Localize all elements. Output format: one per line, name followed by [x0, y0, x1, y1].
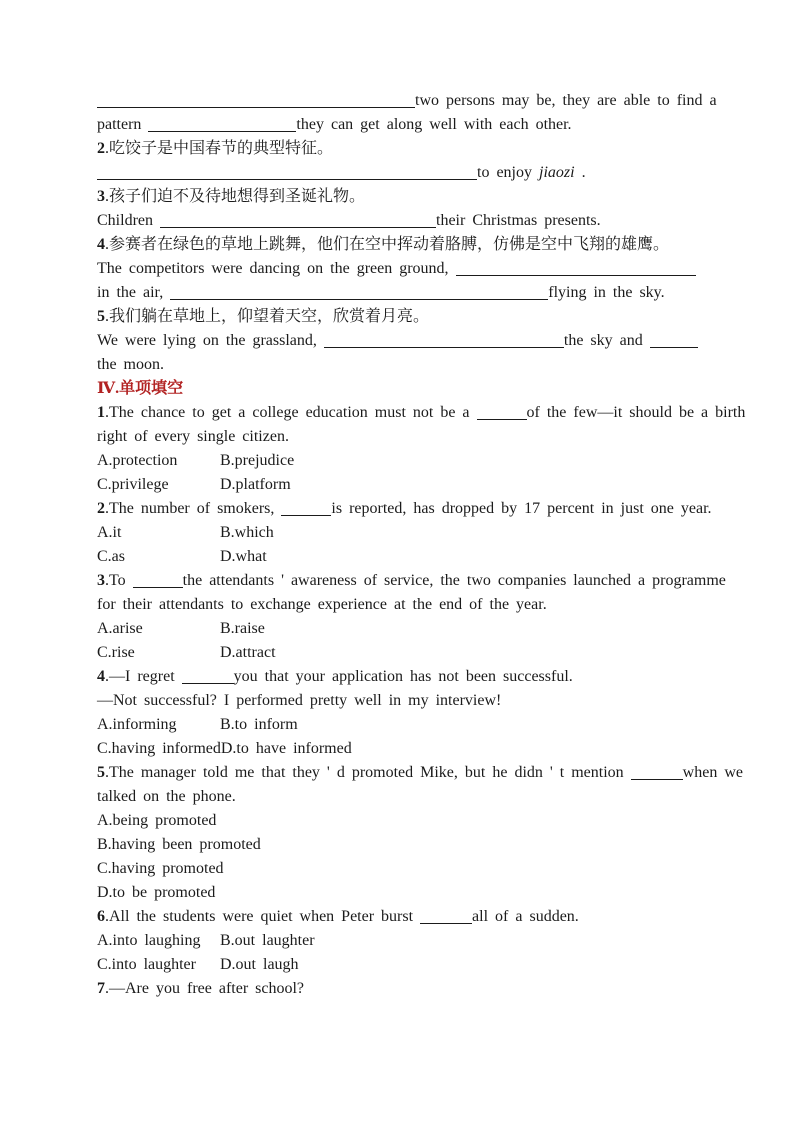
choice-option-a: A.arise [97, 620, 143, 637]
fill-in-blank[interactable] [148, 118, 296, 132]
doc-line-5 [97, 185, 697, 209]
item-number: 3 [97, 572, 105, 589]
text-run: .吃饺子是中国春节的典型特征。 [105, 140, 334, 157]
item-number: 6 [97, 908, 105, 925]
doc-line-18 [97, 497, 712, 521]
fill-in-blank[interactable] [324, 334, 564, 348]
text-run: .The chance to get a college education must not be a [105, 404, 477, 421]
text-run: pattern [97, 116, 149, 133]
doc-line-30 [97, 785, 697, 809]
fill-in-blank[interactable] [133, 574, 183, 588]
text-run: to enjoy [477, 164, 539, 181]
doc-line-28 [97, 737, 697, 761]
choice-option-a: A.it [97, 524, 122, 541]
text-run: of the few—it should be a birth [526, 404, 746, 421]
doc-line-26 [97, 689, 697, 713]
text-run: they can get along well with each other. [296, 116, 572, 133]
text-run: when we [682, 764, 743, 781]
doc-line-16 [97, 449, 697, 473]
choice-option-d: D.to have informed [220, 740, 352, 757]
choice-option-b: B.out laughter [220, 932, 315, 949]
doc-line-4 [97, 161, 697, 185]
text-run: .The manager told me that they ' d promoted Mike, but he didn ' t mention [105, 764, 631, 781]
choice-option-b: B.raise [220, 620, 265, 637]
text-run: you that your application has not been successful. [233, 668, 573, 685]
text-run: D.to be promoted [97, 884, 216, 901]
doc-line-10 [97, 305, 697, 329]
text-run: .孩子们迫不及待地想得到圣诞礼物。 [105, 188, 366, 205]
doc-line-21 [97, 569, 726, 593]
fill-in-blank[interactable] [160, 214, 436, 228]
fill-in-blank[interactable] [170, 286, 548, 300]
choice-option-c: C.rise [97, 644, 135, 661]
doc-line-12 [97, 353, 697, 377]
choice-option-b: B.to inform [220, 716, 298, 733]
fill-in-blank[interactable] [97, 166, 477, 180]
text-run: .参赛者在绿色的草地上跳舞，他们在空中挥动着胳膊，仿佛是空中飞翔的雄鹰。 [105, 236, 670, 253]
document-page [97, 89, 746, 1001]
item-number: 2 [97, 140, 105, 157]
choice-option-d: D.platform [220, 476, 291, 493]
doc-line-15 [97, 425, 697, 449]
choice-option-a: A.protection [97, 452, 178, 469]
doc-line-7 [97, 233, 697, 257]
item-number: 1 [97, 404, 105, 421]
text-run: A.being promoted [97, 812, 217, 829]
item-number: 2 [97, 500, 105, 517]
doc-line-9 [97, 281, 697, 305]
doc-line-27 [97, 713, 697, 737]
doc-line-35 [97, 905, 697, 929]
doc-line-32 [97, 833, 697, 857]
item-number: 5 [97, 308, 105, 325]
fill-in-blank[interactable] [650, 334, 698, 348]
text-run: Children [97, 212, 160, 229]
doc-line-19 [97, 521, 697, 545]
doc-line-3 [97, 137, 697, 161]
text-run: C.having promoted [97, 860, 224, 877]
italic-term: jiaozi [539, 164, 575, 181]
doc-line-11 [97, 329, 697, 353]
section-heading [97, 377, 697, 401]
text-run: Ⅳ.单项填空 [97, 380, 184, 397]
text-run: all of a sudden. [472, 908, 579, 925]
doc-line-6 [97, 209, 697, 233]
choice-option-c: C.as [97, 548, 125, 565]
text-run: right of every single citizen. [97, 428, 289, 445]
text-run: .—Are you free after school? [105, 980, 305, 997]
doc-line-1 [97, 89, 717, 113]
fill-in-blank[interactable] [477, 406, 527, 420]
item-number: 7 [97, 980, 105, 997]
doc-line-2 [97, 113, 697, 137]
doc-line-17 [97, 473, 697, 497]
choice-option-a: A.into laughing [97, 932, 201, 949]
text-run: in the air, [97, 284, 171, 301]
text-run: .All the students were quiet when Peter burst [105, 908, 421, 925]
choice-option-b: B.which [220, 524, 274, 541]
item-number: 4 [97, 668, 105, 685]
doc-line-23 [97, 617, 697, 641]
fill-in-blank[interactable] [631, 766, 683, 780]
item-number: 4 [97, 236, 105, 253]
choice-option-a: A.informing [97, 716, 177, 733]
choice-option-d: D.attract [220, 644, 276, 661]
text-run: flying in the sky. [548, 284, 665, 301]
doc-line-38 [97, 977, 697, 1001]
doc-line-31 [97, 809, 697, 833]
fill-in-blank[interactable] [182, 670, 234, 684]
choice-option-d: D.out laugh [220, 956, 299, 973]
text-run: . [574, 164, 586, 181]
fill-in-blank[interactable] [456, 262, 696, 276]
text-run: talked on the phone. [97, 788, 236, 805]
doc-line-8 [97, 257, 697, 281]
text-run: the moon. [97, 356, 164, 373]
choice-option-c: C.privilege [97, 476, 169, 493]
choice-option-d: D.what [220, 548, 267, 565]
doc-line-37 [97, 953, 697, 977]
doc-line-34 [97, 881, 697, 905]
doc-line-20 [97, 545, 697, 569]
text-run: We were lying on the grassland, [97, 332, 324, 349]
choice-option-c: C.into laughter [97, 956, 196, 973]
text-run: is reported, has dropped by 17 percent in just one year. [331, 500, 712, 517]
text-run: the sky and [563, 332, 650, 349]
doc-line-36 [97, 929, 697, 953]
doc-line-29 [97, 761, 743, 785]
text-run: The competitors were dancing on the green ground, [97, 260, 456, 277]
text-run: two persons may be, they are able to find a [415, 92, 717, 109]
text-run: .—I regret [105, 668, 182, 685]
doc-line-22 [97, 593, 697, 617]
fill-in-blank[interactable] [420, 910, 472, 924]
text-run: .The number of smokers, [105, 500, 282, 517]
item-number: 3 [97, 188, 105, 205]
choice-option-b: B.prejudice [220, 452, 295, 469]
text-run: .我们躺在草地上，仰望着天空，欣赏着月亮。 [105, 308, 430, 325]
fill-in-blank[interactable] [97, 94, 415, 108]
text-run: the attendants ' awareness of service, the two companies launched a programme [182, 572, 726, 589]
doc-line-33 [97, 857, 697, 881]
choice-option-c: C.having informed [97, 740, 221, 757]
doc-line-14 [97, 401, 746, 425]
text-run: for their attendants to exchange experience at the end of the year. [97, 596, 547, 613]
text-run: —Not successful? I performed pretty well in my interview! [97, 692, 502, 709]
doc-line-24 [97, 641, 697, 665]
text-run: .To [105, 572, 133, 589]
text-run: their Christmas presents. [436, 212, 601, 229]
text-run: B.having been promoted [97, 836, 261, 853]
fill-in-blank[interactable] [281, 502, 331, 516]
item-number: 5 [97, 764, 105, 781]
doc-line-25 [97, 665, 697, 689]
